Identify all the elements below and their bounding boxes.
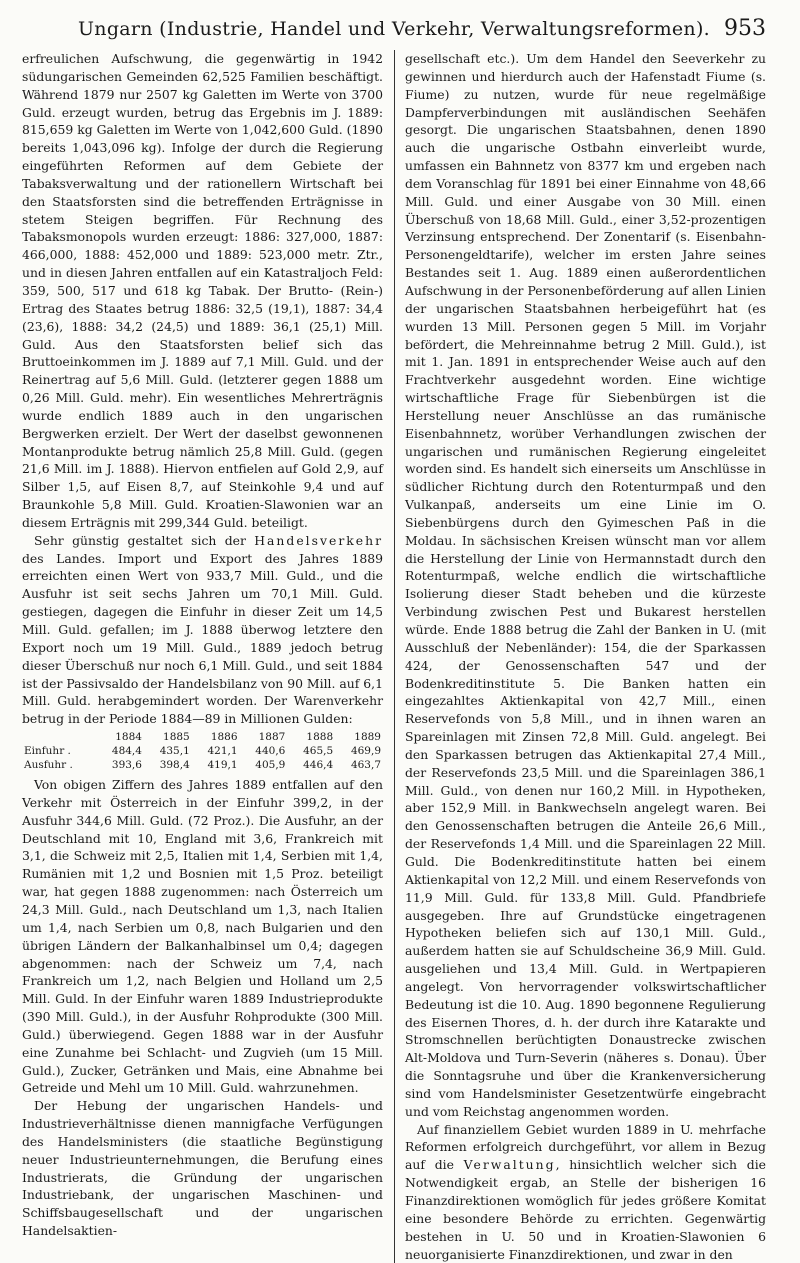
text-run: des Landes. Import und Export des Jahres 1889 erreichten einen Wert von 933,7 Mill. Guld., und die Ausfuhr ist seit sechs Jahren um 70,1 Mill. Guld. gestiegen, dagegen die Einfuhr in dieser Zeit um 14,5 Mill. Guld. gefallen; im J. 1888 überwog letztere den Export noch um 19 Mill. Guld., 1889 jedoch betrug dieser Überschuß nur noch 6,1 Mill. Guld., und seit 1884 ist der Passivsaldo der Handelsbilanz von 90 Mill. auf 6,1 Mill. Guld. herabgemindert worden. Der Warenverkehr betrug in der Periode 1884—89 in Millionen Gulden: bbox=[22, 550, 383, 727]
year-header: 1886 bbox=[210, 731, 238, 744]
year-header: 1888 bbox=[306, 731, 334, 744]
year-header: 1889 bbox=[354, 731, 381, 744]
table-corner bbox=[22, 730, 96, 744]
row-label: Ausfuhr . bbox=[24, 759, 73, 772]
page-number: 953 bbox=[724, 16, 766, 41]
trade-table bbox=[22, 730, 383, 772]
paragraph: erfreulichen Aufschwung, die gegenwärtig in 1942 südungarischen Gemeinden 62,525 Familien beschäftigt. Während 1879 nur 2507 kg Galetten im Werte von 3700 Guld. erzeugt wurden, betrug das Ergebnis im J. 1889: 815,659 kg Galetten im Werte von 1,042,600 Guld. (1890 bereits 1,043,096 kg). Infolge der durch die Regierung eingeführten Reformen auf dem Gebiete der Tabaksverwaltung und der rationellern Wirtschaft bei den Staatsforsten sind die betreffenden Erträgnisse in stetem Steigen begriffen. Für Rechnung des Tabaksmonopols wurden erzeugt: 1886: 327,000, 1887: 466,000, 1888: 452,000 und 1889: 523,000 metr. Ztr., und in diesen Jahren entfallen auf ein Katastraljoch Feld: 359, 500, 517 und 618 kg Tabak. Der Brutto- (Rein-) Ertrag des Staates betrug 1886: 32,5 (19,1), 1887: 34,4 (23,6), 1888: 34,2 (24,5) und 1889: 36,1 (25,1) Mill. Guld. Aus den Staatsforsten belief sich das Bruttoeinkommen im J. 1889 auf 7,1 Mill. Guld. und der Reinertrag auf 5,6 Mill. Guld. (letzterer gegen 1888 um 0,26 Mill. Guld. mehr). Ein wesentliches Mehrerträgnis wurde endlich 1889 auch in den ungarischen Bergwerken erzielt. Der Wert der daselbst gewonnenen Montanprodukte betrug nämlich 25,8 Mill. Guld. (gegen 21,6 Mill. im J. 1888). Hiervon entfielen auf Gold 2,9, auf Silber 1,5, auf Eisen 8,7, auf Steinkohle 9,4 und auf Braunkohle 5,8 Mill. Guld. Kroatien-Slawonien war an diesem Erträgnis mit 299,344 Guld. beteiligt. bbox=[22, 51, 383, 530]
table-header-row bbox=[22, 730, 383, 744]
table-cell: 469,9 bbox=[350, 745, 381, 758]
table-cell: 419,1 bbox=[207, 759, 238, 772]
running-header bbox=[22, 14, 766, 44]
text-columns bbox=[22, 50, 766, 1263]
table-cell: 440,6 bbox=[255, 745, 286, 758]
row-label: Einfuhr . bbox=[24, 745, 71, 758]
spaced-term: Handelsverkehr bbox=[254, 532, 383, 548]
table-cell: 398,4 bbox=[159, 759, 190, 772]
year-header: 1887 bbox=[258, 731, 286, 744]
spaced-term: Verwaltung bbox=[463, 1157, 556, 1173]
text-run: Sehr günstig gestaltet sich der bbox=[34, 532, 255, 548]
year-header: 1885 bbox=[163, 731, 190, 744]
column-divider bbox=[394, 50, 395, 1263]
paragraph bbox=[22, 532, 383, 728]
table-cell: 393,6 bbox=[111, 759, 142, 772]
paragraph bbox=[405, 1121, 766, 1263]
table-cell: 465,5 bbox=[303, 745, 334, 758]
table-cell: 446,4 bbox=[303, 759, 334, 772]
table-row bbox=[22, 744, 383, 758]
paragraph: gesellschaft etc.). Um dem Handel den Seeverkehr zu gewinnen und hierdurch auch der Hafenstadt Fiume (s. Fiume) zu nutzen, wurde für neue regelmäßige Dampferverbindungen mit ausländischen Seehäfen gesorgt. Die ungarischen Staatsbahnen, denen 1890 auch die ungarische Ostbahn einverleibt wurde, umfassen ein Bahnnetz von 8377 km und ergeben nach dem Voranschlag für 1891 bei einer Einnahme von 48,66 Mill. Guld. und einer Ausgabe von 30 Mill. einen Überschuß von 18,68 Mill. Guld., einer 3,52-prozentigen Verzinsung entsprechend. Der Zonentarif (s. Eisenbahn-Personengeldtarife), welcher im ersten Jahre seines Bestandes seit 1. Aug. 1889 einen außerordentlichen Aufschwung in der Personenbeförderung auf allen Linien der ungarischen Staatsbahnen herbeigeführt hat (es wurden 13 Mill. Personen gegen 5 Mill. im Vorjahr befördert, die Mehreinnahme betrug 2 Mill. Guld.), ist mit 1. Jan. 1891 in entsprechender Weise auch auf den Frachtverkehr ausgedehnt worden. Eine wichtige wirtschaftliche Frage für Siebenbürgen ist die Herstellung neuer Anschlüsse an das rumänische Eisenbahnnetz, worüber Verhandlungen zwischen der ungarischen und rumänischen Regierung eingeleitet worden sind. Es handelt sich einerseits um Anschlüsse in südlicher Richtung durch den Rotenturmpaß und den Vulkanpaß, anderseits um eine Linie im O. Siebenbürgens durch den Gyimeschen Paß in die Moldau. In sächsischen Kreisen wünscht man vor allem die Herstellung der Linie von Hermannstadt durch den Rotenturmpaß, welche endlich die wirtschaftliche Isolierung dieser Stadt beheben und die kürzeste Verbindung zwischen Pest und Bukarest herstellen würde. Ende 1888 betrug die Zahl der Banken in U. (mit Ausschluß der Nebenländer): 154, die der Sparkassen 424, der Genossenschaften 547 und der Bodenkreditinstitute 5. Die Banken hatten ein eingezahltes Aktienkapital von 42,7 Mill., einen Reservefonds von 5,8 Mill., und in ihnen waren an Spareinlagen mit Zinsen 72,8 Mill. Guld. angelegt. Bei den Sparkassen betrugen das Aktienkapital 27,4 Mill., der Reservefonds 23,5 Mill. und die Spareinlagen 386,1 Mill. Guld., von denen nur 160,2 Mill. in Hypotheken, aber 152,9 Mill. in Bankwechseln angelegt waren. Bei den Genossenschaften betrugen die Anteile 26,6 Mill., der Reservefonds 1,4 Mill. und die Spareinlagen 22 Mill. Guld. Die Bodenkreditinstitute hatten bei einem Aktienkapital von 12,2 Mill. und einem Reservefonds von 11,9 Mill. Guld. für 133,8 Mill. Guld. Pfandbriefe ausgegeben. Ihre auf Grundstücke eingetragenen Hypotheken beliefen sich auf 130,1 Mill. Guld., außerdem hatten sie auf Schuldscheine 36,9 Mill. Guld. ausgeliehen und 13,4 Mill. Guld. in Wertpapieren angelegt. Von hervorragender volkswirtschaftlicher Bedeutung ist die 10. Aug. 1890 begonnene Regulierung des Eisernen Thores, d. h. der durch ihre Katarakte und Stromschnellen berüchtigten Donaustrecke zwischen Alt-Moldova und Turn-Severin (näheres s. Donau). Über die Sonntagsruhe und über die Krankenversicherung sind vom Handelsminister Gesetzentwürfe eingebracht und vom Reichstag angenommen worden. bbox=[405, 51, 766, 1119]
right-column bbox=[405, 50, 766, 1263]
table-cell: 463,7 bbox=[350, 759, 381, 772]
paragraph: Von obigen Ziffern des Jahres 1889 entfallen auf den Verkehr mit Österreich in der Einfuhr 399,2, in der Ausfuhr 344,6 Mill. Guld. (72 Proz.). Die Ausfuhr, an der Deutschland mit 10, England mit 3,6, Frankreich mit 3,1, die Schweiz mit 2,5, Italien mit 1,4, Serbien mit 1,4, Rumänien mit 1,2 und Bosnien mit 1,5 Proz. beteiligt war, hat gegen 1888 zugenommen: nach Österreich um 24,3 Mill. Guld., nach Deutschland um 1,3, nach Italien um 1,4, nach Serbien um 0,8, nach Bulgarien und den übrigen Ländern der Balkanhalbinsel um 0,4; dagegen abgenommen: nach der Schweiz um 7,4, nach Frankreich um 1,2, nach Belgien und Holland um 2,5 Mill. Guld. In der Einfuhr waren 1889 Industrieprodukte (390 Mill. Guld.), in der Ausfuhr Rohprodukte (300 Mill. Guld.) überwiegend. Gegen 1888 war in der Ausfuhr eine Zunahme bei Schlacht- und Zugvieh (um 15 Mill. Guld.), Zucker, Getränken und Mais, eine Abnahme bei Getreide und Mehl um 10 Mill. Guld. wahrzunehmen. bbox=[22, 777, 383, 1096]
year-header: 1884 bbox=[115, 731, 142, 744]
left-column bbox=[22, 50, 383, 1263]
table-cell: 484,4 bbox=[111, 745, 142, 758]
table-row bbox=[22, 758, 383, 772]
text-run: Auf finanziellem Gebiet wurden 1889 in U. mehrfache Reformen erfolgreich durchgeführt, vor allem in Bezug auf die bbox=[405, 1121, 766, 1173]
text-run: , hinsichtlich welcher sich die Notwendigkeit ergab, an Stelle der bisherigen 16 Finanzdirektionen womöglich für jedes größere Komitat eine besondere Behörde zu errichten. Gegenwärtig bestehen in U. 50 und in Kroatien-Slawonien 6 neuorganisierte Finanzdirektionen, und zwar in den bbox=[405, 1157, 767, 1262]
table-cell: 405,9 bbox=[255, 759, 286, 772]
header-title: Ungarn (Industrie, Handel und Verkehr, Verwaltungsreformen). bbox=[77, 18, 711, 40]
table-cell: 435,1 bbox=[159, 745, 190, 758]
table-cell: 421,1 bbox=[207, 745, 238, 758]
paragraph: Der Hebung der ungarischen Handels- und Industrieverhältnisse dienen mannigfache Verfügungen des Handelsministers (die staatliche Begünstigung neuer Industrieunternehmungen, die Berufung eines Industrierats, die Gründung der ungarischen Industriebank, der ungarischen Maschinen- und Schiffsbaugesellschaft und der ungarischen Handelsaktien- bbox=[22, 1098, 383, 1239]
